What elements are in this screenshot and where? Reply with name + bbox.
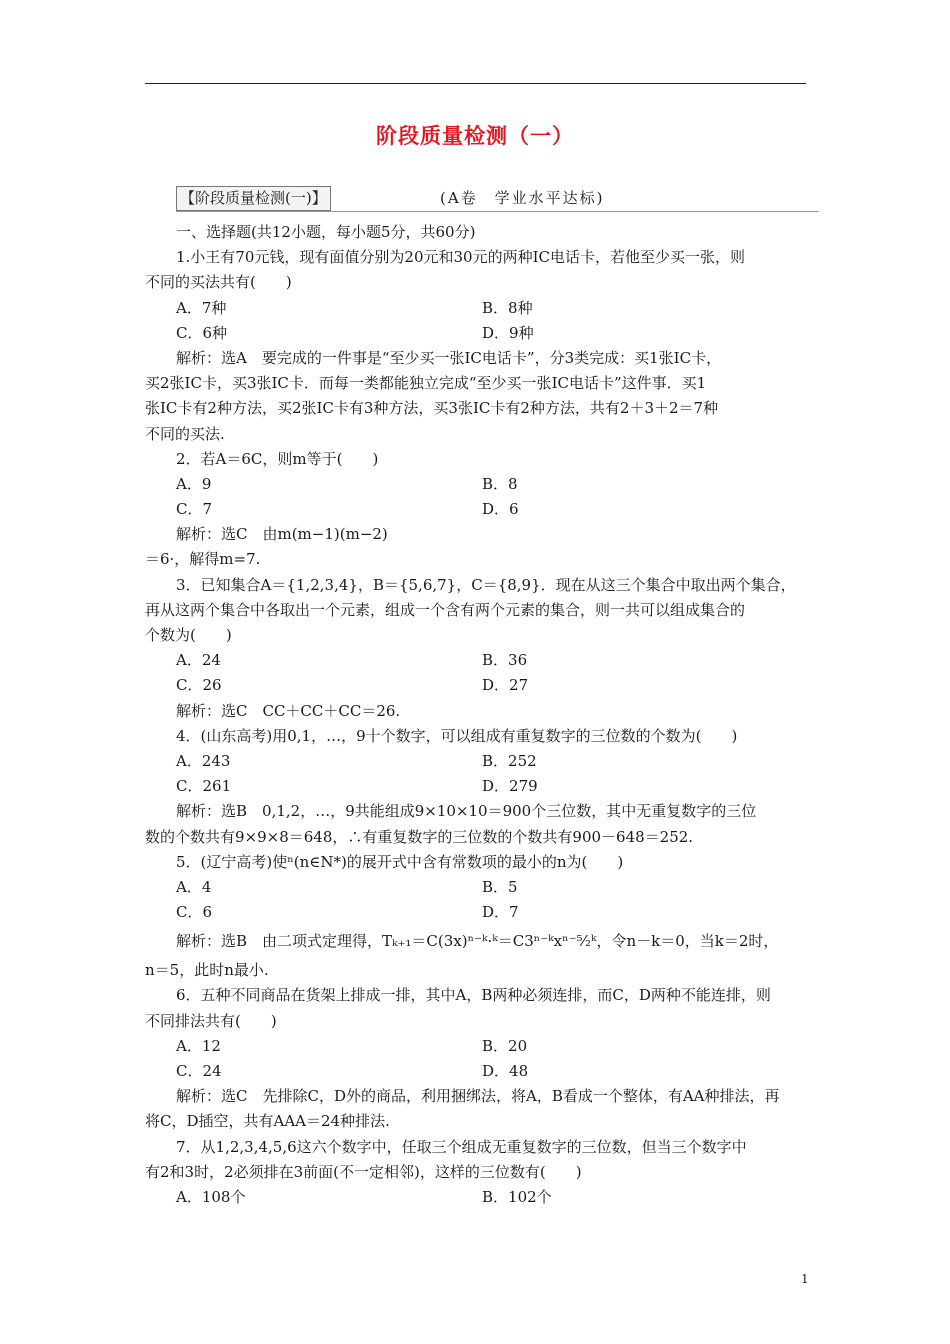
option-left: A．7种 xyxy=(176,298,227,317)
text-line: 1.小王有70元钱，现有面值分别为20元和30元的两种IC电话卡，若他至少买一张，则 xyxy=(176,248,745,267)
option-right: B．102个 xyxy=(482,1187,552,1206)
text-line: 3．已知集合A＝{1,2,3,4}，B＝{5,6,7}，C＝{8,9}．现在从这三个集合中取出两个集合， xyxy=(176,575,796,594)
answer-options xyxy=(176,648,822,673)
text-line-continued: 将C，D插空，共有AAA＝24种排法. xyxy=(145,1112,390,1131)
text-line-continued: 买2张IC卡，买3张IC卡．而每一类都能独立完成“至少买一张IC电话卡”这件事．买1 xyxy=(145,374,707,393)
text-line-continued: ＝6·，解得m=7. xyxy=(145,550,261,569)
section-subtitle: (A卷 学业水平达标) xyxy=(440,189,605,207)
answer-options xyxy=(176,497,822,522)
option-left: C．24 xyxy=(176,1062,222,1080)
text-line-continued: 有2和3时，2必须排在3前面(不一定相邻)，这样的三位数有( ) xyxy=(145,1162,582,1181)
text-line: 解析：选C 由m(m−1)(m−2) xyxy=(176,525,388,544)
text-line-continued: 不同的买法共有( ) xyxy=(145,273,292,292)
answer-options xyxy=(176,321,822,346)
option-right: D．9种 xyxy=(482,323,534,342)
option-right: B．5 xyxy=(482,877,518,896)
document-body xyxy=(145,220,822,1210)
option-left: A．108个 xyxy=(176,1187,246,1206)
page-title: 阶段质量检测（一） xyxy=(376,123,574,148)
text-line-continued: 不同的买法. xyxy=(145,424,225,443)
answer-options xyxy=(176,900,822,925)
section-header xyxy=(176,183,819,215)
option-right: B．8种 xyxy=(482,298,533,317)
option-left: A．24 xyxy=(176,651,221,670)
option-right: D．7 xyxy=(482,903,519,922)
option-left: A．9 xyxy=(176,474,212,493)
option-left: C．6 xyxy=(176,903,213,922)
option-left: C．6种 xyxy=(176,323,228,342)
answer-options xyxy=(176,673,822,698)
text-line-continued: 个数为( ) xyxy=(145,626,232,644)
option-left: A．243 xyxy=(176,751,231,770)
text-line: 解析：选C 先排除C，D外的商品，利用捆绑法，将A，B看成一个整体，有AA种排法，再 xyxy=(176,1087,780,1106)
answer-options xyxy=(176,1059,822,1084)
option-right: D．27 xyxy=(482,676,529,695)
option-right: D．6 xyxy=(482,500,519,519)
option-right: D．279 xyxy=(482,777,538,796)
option-right: B．36 xyxy=(482,651,528,670)
answer-options xyxy=(176,774,822,799)
text-line: 5．(辽宁高考)使ⁿ(n∈N*)的展开式中含有常数项的最小的n为( ) xyxy=(176,852,624,871)
answer-options xyxy=(176,296,822,321)
page-number: 1 xyxy=(801,1272,809,1286)
option-right: B．252 xyxy=(482,751,537,770)
option-left: C．7 xyxy=(176,500,213,519)
text-line: 2．若A＝6C，则m等于( ) xyxy=(176,449,379,468)
option-left: C．26 xyxy=(176,676,222,695)
option-left: C．261 xyxy=(176,777,232,796)
option-left: A．4 xyxy=(176,877,212,896)
text-line: 6．五种不同商品在货架上排成一排，其中A，B两种必须连排，而C，D两种不能连排，则 xyxy=(176,986,771,1005)
header-rule xyxy=(145,83,806,84)
text-line: 解析：选B 0,1,2，…，9共能组成9×10×10＝900个三位数，其中无重复数字的三位 xyxy=(176,802,757,821)
text-line-continued: 数的个数共有9×9×8＝648，∴有重复数字的三位数的个数共有900－648＝252. xyxy=(145,827,694,846)
answer-options xyxy=(176,749,822,774)
text-line: 解析：选A 要完成的一件事是“至少买一张IC电话卡”，分3类完成：买1张IC卡， xyxy=(176,348,722,367)
section-rule xyxy=(176,211,819,212)
option-right: B．20 xyxy=(482,1036,528,1055)
answer-options xyxy=(176,1185,822,1210)
text-line: 一、选择题(共12小题，每小题5分，共60分) xyxy=(176,223,476,241)
text-line: 4．(山东高考)用0,1，…，9十个数字，可以组成有重复数字的三位数的个数为( ) xyxy=(176,726,738,745)
text-line: 7．从1,2,3,4,5,6这六个数字中，任取三个组成无重复数字的三位数，但当三个数字中 xyxy=(176,1137,747,1156)
text-line-continued: 不同排法共有( ) xyxy=(145,1011,277,1030)
text-line-continued: n＝5，此时n最小. xyxy=(145,961,269,980)
answer-options xyxy=(176,1034,822,1059)
section-tag: 【阶段质量检测(一)】 xyxy=(176,186,331,211)
option-right: B．8 xyxy=(482,474,518,493)
option-left: A．12 xyxy=(176,1036,221,1055)
text-line-continued: 张IC卡有2种方法，买2张IC卡有3种方法，买3张IC卡有2种方法，共有2＋3＋2＝7种 xyxy=(145,399,719,418)
text-line-continued: 再从这两个集合中各取出一个元素，组成一个含有两个元素的集合，则一共可以组成集合的 xyxy=(145,600,746,619)
answer-options xyxy=(176,875,822,900)
text-line: 解析：选C CC＋CC＋CC＝26. xyxy=(176,701,401,720)
text-line: 解析：选B 由二项式定理得，Tₖ₊₁＝C(3x)ⁿ⁻ᵏ·ᵏ＝C3ⁿ⁻ᵏxⁿ⁻⁵⁄₂ᵏ，令n－k＝0，当k＝2时， xyxy=(176,932,779,951)
answer-options xyxy=(176,472,822,497)
option-right: D．48 xyxy=(482,1062,529,1080)
